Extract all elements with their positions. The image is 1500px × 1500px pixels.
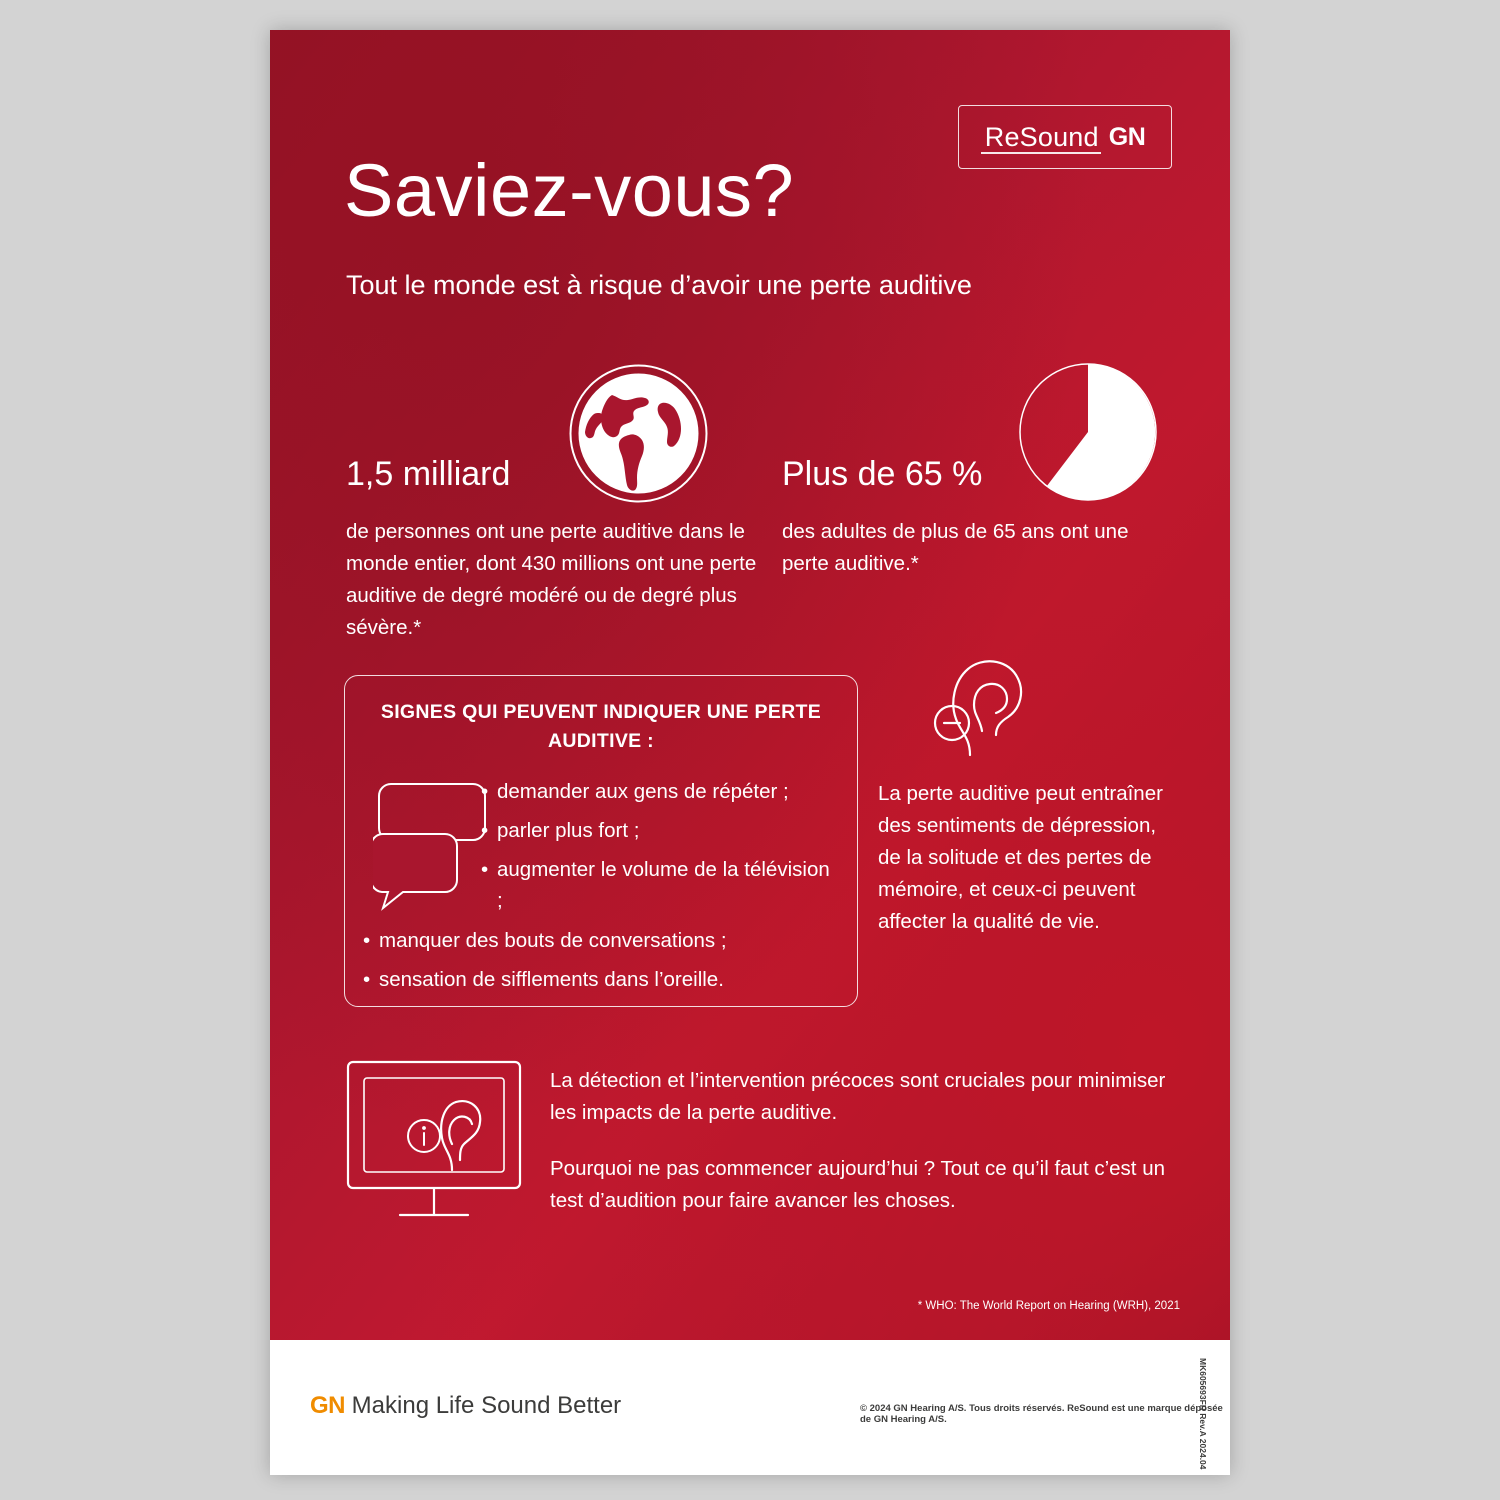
bullet: • (363, 967, 371, 991)
gn-logo-mark: GN (1108, 122, 1146, 151)
list-item (481, 854, 831, 916)
bullet: • (363, 928, 371, 952)
footer-copyright: © 2024 GN Hearing A/S. Tous droits réservés. ReSound est une marque déposée de GN Hearing A/S. (860, 1403, 1223, 1425)
bottom-paragraph-2: Pourquoi ne pas commencer aujourd’hui ? Tout ce qu’il faut c’est un test d’audition pour faire avancer les choses. (550, 1156, 1165, 1212)
list-item-label: augmenter le volume de la télévision ; (497, 858, 830, 913)
globe-icon (566, 361, 711, 506)
footer (270, 1340, 1230, 1475)
pie-chart-icon (1018, 362, 1158, 502)
list-item (481, 776, 831, 807)
gn-footer-logo (310, 1392, 621, 1420)
ear-panel-body: La perte auditive peut entraîner des sentiments de dépression, de la solitude et des pertes de mémoire, et ceux-ci peuvent affecter la qualité de vie. (878, 782, 1163, 933)
signs-list (363, 776, 841, 1003)
list-item-label: sensation de sifflements dans l’oreille. (379, 967, 724, 991)
list-item-label: parler plus fort ; (497, 819, 640, 843)
bottom-copy (550, 1065, 1170, 1241)
signs-title: SIGNES QUI PEUVENT INDIQUER UNE PERTE AUDITIVE : (380, 701, 822, 753)
stat-body-1: de personnes ont une perte auditive dans le monde entier, dont 430 millions ont une perte auditive de degré modéré ou de degré plus sévère.* (346, 520, 757, 639)
footer-tagline: Making Life Sound Better (351, 1392, 622, 1419)
stat-number-2: Plus de 65 % (782, 455, 983, 493)
bullet: • (481, 780, 489, 803)
poster-body (270, 30, 1230, 1340)
list-item (481, 815, 831, 846)
source-note: * WHO: The World Report on Hearing (WRH), 2021 (917, 1300, 1180, 1312)
screen-ear-info-icon (344, 1058, 539, 1233)
resound-logo-text: ReSound (984, 121, 1099, 152)
list-item-label: manquer des bouts de conversations ; (379, 928, 727, 952)
gn-wordmark: GN (310, 1392, 345, 1419)
ear-hearing-aid-icon (930, 645, 1038, 760)
footer-doc-code: MK605693FR Rev.A 2024.04 (1198, 1358, 1208, 1470)
page-title: Saviez-vous? (344, 149, 795, 232)
stat-number-1: 1,5 milliard (346, 455, 511, 493)
list-item (363, 925, 833, 956)
logo-underline (981, 152, 1101, 154)
bullet: • (481, 858, 489, 882)
page-subtitle: Tout le monde est à risque d’avoir une perte auditive (346, 270, 972, 300)
bullet: • (481, 819, 489, 843)
poster (270, 30, 1230, 1475)
list-item (363, 964, 833, 995)
stat-body-2: des adultes de plus de 65 ans ont une perte auditive.* (782, 520, 1129, 575)
bottom-paragraph-1: La détection et l’intervention précoces sont cruciales pour minimiser les impacts de la perte auditive. (550, 1069, 1166, 1124)
list-item-label: demander aux gens de répéter ; (497, 780, 789, 803)
resound-logo (958, 105, 1172, 169)
signs-panel (344, 675, 858, 1007)
